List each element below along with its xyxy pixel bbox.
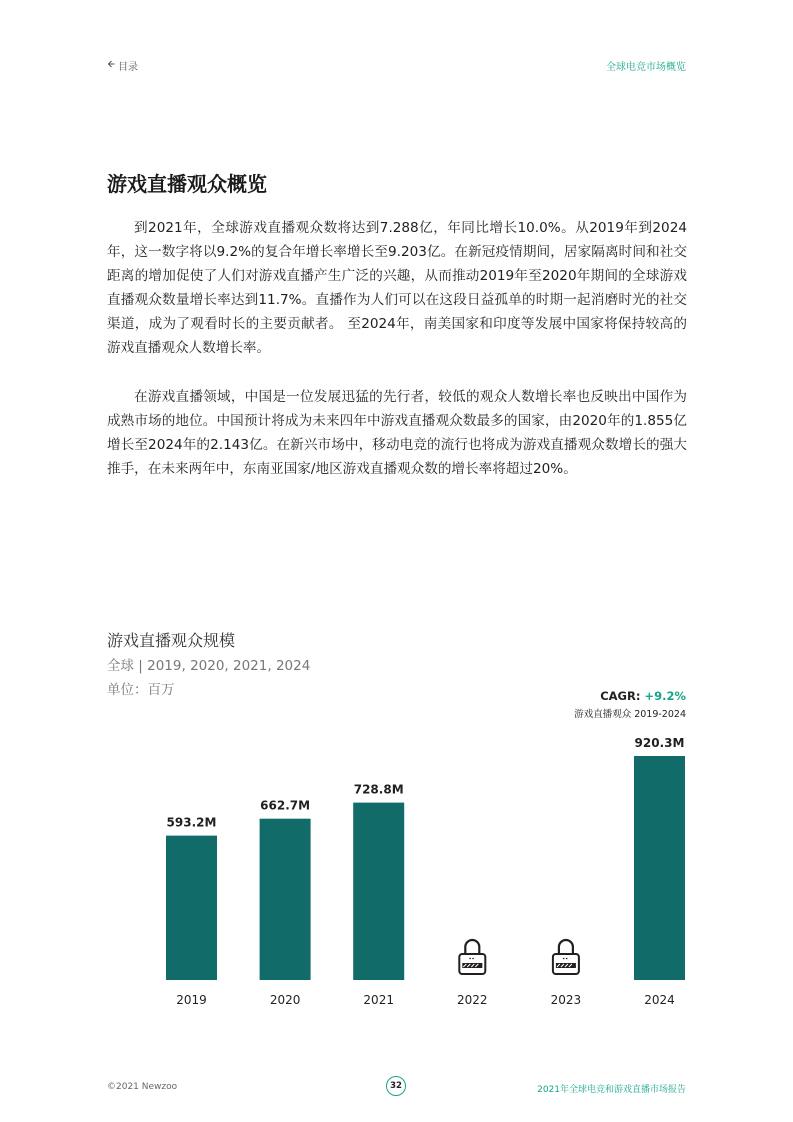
- bar-2024: [634, 756, 685, 980]
- cagr-prefix: CAGR:: [600, 689, 645, 703]
- report-title: 2021年全球电竞和游戏直播市场报告: [537, 1085, 686, 1095]
- bar-2021: [353, 803, 404, 980]
- cagr-note: 游戏直播观众 2019-2024: [574, 709, 686, 720]
- cagr-value: +9.2%: [644, 689, 686, 703]
- lock-icon: [459, 940, 485, 974]
- page-title: 游戏直播观众概览: [107, 172, 267, 196]
- data-label-2021: 728.8M: [353, 782, 404, 797]
- x-tick-label-2019: 2019: [176, 993, 207, 1007]
- page-number: 32: [386, 1076, 406, 1096]
- toc-label: 目录: [118, 62, 138, 73]
- data-label-2019: 593.2M: [166, 815, 217, 830]
- lock-icon: [553, 940, 579, 974]
- bar-2019: [166, 836, 217, 980]
- x-tick-label-2020: 2020: [269, 993, 301, 1007]
- paragraph-1: 到2021年，全球游戏直播观众数将达到7.288亿，年同比增长10.0%。从2019年到2024年，这一数字将以9.2%的复合年增长率增长至9.203亿。在新冠疫情期间，居家隔离时间和社交距离的增加促使了人们对游戏直播产生广泛的兴趣，从而推动2019年至2020年期间的全球游戏直播观众数量增长率达到11.7%。直播作为人们可以在这段日益孤单的时期一起消磨时光的社交渠道，成为了观看时长的主要贡献者。 至2024年，南美国家和印度等发展中国家将保持较高的游戏直播观众人数增长率。: [107, 220, 687, 356]
- x-tick-label-2023: 2023: [550, 993, 582, 1007]
- paragraph-2: 在游戏直播领域，中国是一位发展迅猛的先行者，较低的观众人数增长率也反映出中国作为成熟市场的地位。中国预计将成为未来四年中游戏直播观众数最多的国家，由2020年的1.855亿增长至2024年的2.143亿。在新兴市场中，移动电竞的流行也将成为游戏直播观众数增长的强大推手，在未来两年中，东南亚国家/地区游戏直播观众数的增长率将超过20%。: [107, 389, 687, 477]
- data-label-2020: 662.7M: [260, 798, 311, 813]
- section-label[interactable]: 全球电竞市场概览: [606, 62, 686, 73]
- x-tick-label-2021: 2021: [363, 993, 394, 1007]
- chart-unit: 单位：百万: [107, 682, 175, 698]
- bar-2020: [260, 819, 311, 980]
- chart-subtitle: 全球 | 2019, 2020, 2021, 2024: [107, 658, 311, 674]
- data-label-2024: 920.3M: [634, 736, 685, 750]
- copyright: ©2021 Newzoo: [107, 1082, 178, 1092]
- x-tick-label-2024: 2024: [644, 993, 675, 1007]
- x-tick-label-2022: 2022: [457, 993, 488, 1007]
- chart-title: 游戏直播观众规模: [107, 631, 236, 650]
